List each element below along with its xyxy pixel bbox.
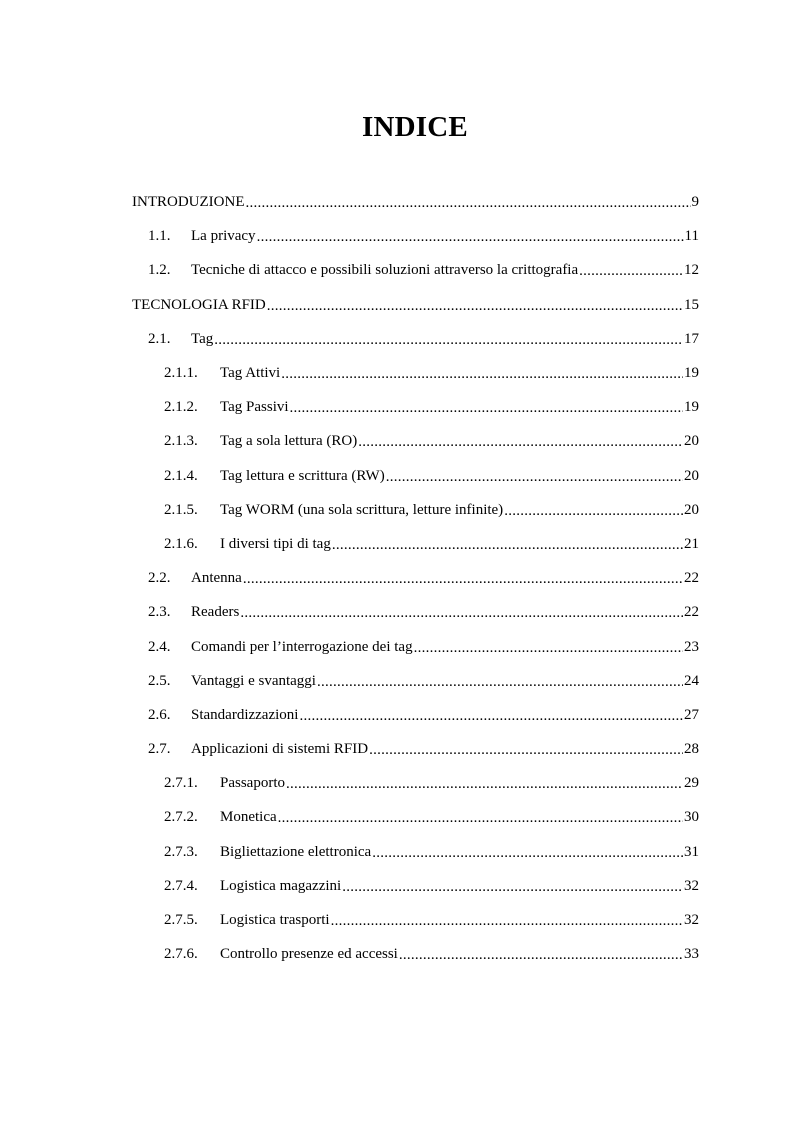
toc-page-number: 22 xyxy=(684,604,699,621)
toc-entry-title: Tag WORM (una sola scrittura, letture infinite) xyxy=(220,501,504,518)
toc-section-number: 2.7.3. xyxy=(164,843,198,860)
toc-entry[interactable] xyxy=(132,527,699,561)
toc-entry[interactable] xyxy=(132,253,699,287)
toc-entry[interactable] xyxy=(132,664,699,698)
toc-section-number: 2.2. xyxy=(148,570,171,587)
toc-section-number: 1.1. xyxy=(148,228,171,245)
toc-entry[interactable] xyxy=(132,185,699,219)
toc-dot-leader xyxy=(281,365,683,383)
toc-page-number: 24 xyxy=(684,672,699,689)
toc-entry[interactable] xyxy=(132,561,699,595)
toc-entry[interactable] xyxy=(132,766,699,800)
toc-dot-leader xyxy=(358,433,683,451)
toc-entry-title: Monetica xyxy=(220,809,277,826)
toc-page-number: 15 xyxy=(684,296,699,313)
toc-entry[interactable] xyxy=(132,629,699,663)
toc-page-number: 29 xyxy=(684,775,699,792)
toc-page-number: 22 xyxy=(684,570,699,587)
toc-section-number: 2.7.1. xyxy=(164,775,198,792)
toc-page-number: 20 xyxy=(684,433,699,450)
toc-dot-leader xyxy=(286,775,683,793)
toc-page-number: 31 xyxy=(684,843,699,860)
toc-dot-leader xyxy=(386,468,683,486)
toc-dot-leader xyxy=(257,228,684,246)
toc-entry-title: Vantaggi e svantaggi xyxy=(191,672,316,689)
toc-section-number: 1.2. xyxy=(148,262,171,279)
toc-dot-leader xyxy=(245,194,690,212)
toc-section-number: 2.1.4. xyxy=(164,467,198,484)
toc-entry-title: La privacy xyxy=(191,228,256,245)
toc-section-number: 2.7.2. xyxy=(164,809,198,826)
toc-dot-leader xyxy=(299,707,683,725)
toc-section-number: 2.1. xyxy=(148,330,171,347)
toc-page-number: 12 xyxy=(684,262,699,279)
toc-dot-leader xyxy=(331,912,683,930)
toc-page-number: 20 xyxy=(684,467,699,484)
toc-section-number: 2.6. xyxy=(148,706,171,723)
toc-section-number: 2.1.2. xyxy=(164,399,198,416)
toc-section-number: 2.3. xyxy=(148,604,171,621)
toc-entry-title: Tag Passivi xyxy=(220,399,289,416)
toc-entry-title: Tag xyxy=(191,330,214,347)
toc-section-number: 2.7.5. xyxy=(164,912,198,929)
toc-page-number: 19 xyxy=(684,399,699,416)
toc-entry[interactable] xyxy=(132,322,699,356)
toc-entry-title: Standardizzazioni xyxy=(191,706,299,723)
toc-entry-title: Passaporto xyxy=(220,775,285,792)
toc-section-number: 2.7.6. xyxy=(164,946,198,963)
toc-entry[interactable] xyxy=(132,698,699,732)
toc-entry-title: TECNOLOGIA RFID xyxy=(132,296,266,313)
toc-page-number: 19 xyxy=(684,365,699,382)
toc-page-number: 30 xyxy=(684,809,699,826)
toc-dot-leader xyxy=(369,741,683,759)
toc-entry-title: Tag Attivi xyxy=(220,365,281,382)
toc-entry-title: Logistica magazzini xyxy=(220,877,342,894)
toc-entry-title: Comandi per l’interrogazione dei tag xyxy=(191,638,413,655)
table-of-contents xyxy=(132,185,699,971)
toc-page-number: 28 xyxy=(684,741,699,758)
toc-dot-leader xyxy=(579,262,683,280)
toc-dot-leader xyxy=(414,639,683,657)
toc-entry[interactable] xyxy=(132,219,699,253)
toc-page-number: 21 xyxy=(684,535,699,552)
toc-page-number: 23 xyxy=(684,638,699,655)
toc-page-number: 32 xyxy=(684,877,699,894)
toc-entry-title: INTRODUZIONE xyxy=(132,194,245,211)
toc-entry[interactable] xyxy=(132,800,699,834)
toc-page-number: 20 xyxy=(684,501,699,518)
toc-section-number: 2.1.5. xyxy=(164,501,198,518)
toc-dot-leader xyxy=(342,878,683,896)
toc-dot-leader xyxy=(372,844,683,862)
toc-section-number: 2.1.6. xyxy=(164,535,198,552)
toc-entry-title: Tag lettura e scrittura (RW) xyxy=(220,467,385,484)
toc-section-number: 2.1.1. xyxy=(164,365,198,382)
toc-entry[interactable] xyxy=(132,835,699,869)
page-title: INDICE xyxy=(362,111,468,143)
toc-entry-title: Bigliettazione elettronica xyxy=(220,843,372,860)
toc-section-number: 2.7. xyxy=(148,741,171,758)
toc-entry-title: Tecniche di attacco e possibili soluzioni attraverso la crittografia xyxy=(191,262,579,279)
toc-section-number: 2.1.3. xyxy=(164,433,198,450)
toc-entry[interactable] xyxy=(132,288,699,322)
toc-page-number: 27 xyxy=(684,706,699,723)
toc-page-number: 17 xyxy=(684,330,699,347)
toc-entry[interactable] xyxy=(132,356,699,390)
toc-dot-leader xyxy=(267,297,683,315)
toc-entry[interactable] xyxy=(132,732,699,766)
toc-entry-title: Antenna xyxy=(191,570,242,587)
toc-entry-title: Controllo presenze ed accessi xyxy=(220,946,398,963)
toc-section-number: 2.7.4. xyxy=(164,877,198,894)
toc-entry[interactable] xyxy=(132,390,699,424)
toc-entry-title: I diversi tipi di tag xyxy=(220,535,331,552)
toc-dot-leader xyxy=(243,570,683,588)
toc-entry-title: Readers xyxy=(191,604,240,621)
toc-entry[interactable] xyxy=(132,869,699,903)
toc-page-number: 9 xyxy=(691,194,699,211)
toc-section-number: 2.4. xyxy=(148,638,171,655)
toc-entry[interactable] xyxy=(132,424,699,458)
toc-dot-leader xyxy=(214,331,683,349)
toc-dot-leader xyxy=(399,946,683,964)
toc-dot-leader xyxy=(278,809,683,827)
toc-dot-leader xyxy=(504,502,683,520)
toc-entry[interactable] xyxy=(132,595,699,629)
toc-entry[interactable] xyxy=(132,937,699,971)
toc-entry[interactable] xyxy=(132,459,699,493)
toc-page-number: 32 xyxy=(684,912,699,929)
toc-entry-title: Tag a sola lettura (RO) xyxy=(220,433,358,450)
toc-entry-title: Applicazioni di sistemi RFID xyxy=(191,741,369,758)
toc-section-number: 2.5. xyxy=(148,672,171,689)
toc-entry-title: Logistica trasporti xyxy=(220,912,330,929)
toc-dot-leader xyxy=(332,536,683,554)
toc-entry[interactable] xyxy=(132,903,699,937)
toc-page-number: 11 xyxy=(684,228,699,245)
toc-dot-leader xyxy=(240,604,683,622)
toc-page-number: 33 xyxy=(684,946,699,963)
toc-dot-leader xyxy=(317,673,683,691)
toc-dot-leader xyxy=(290,399,683,417)
toc-entry[interactable] xyxy=(132,493,699,527)
